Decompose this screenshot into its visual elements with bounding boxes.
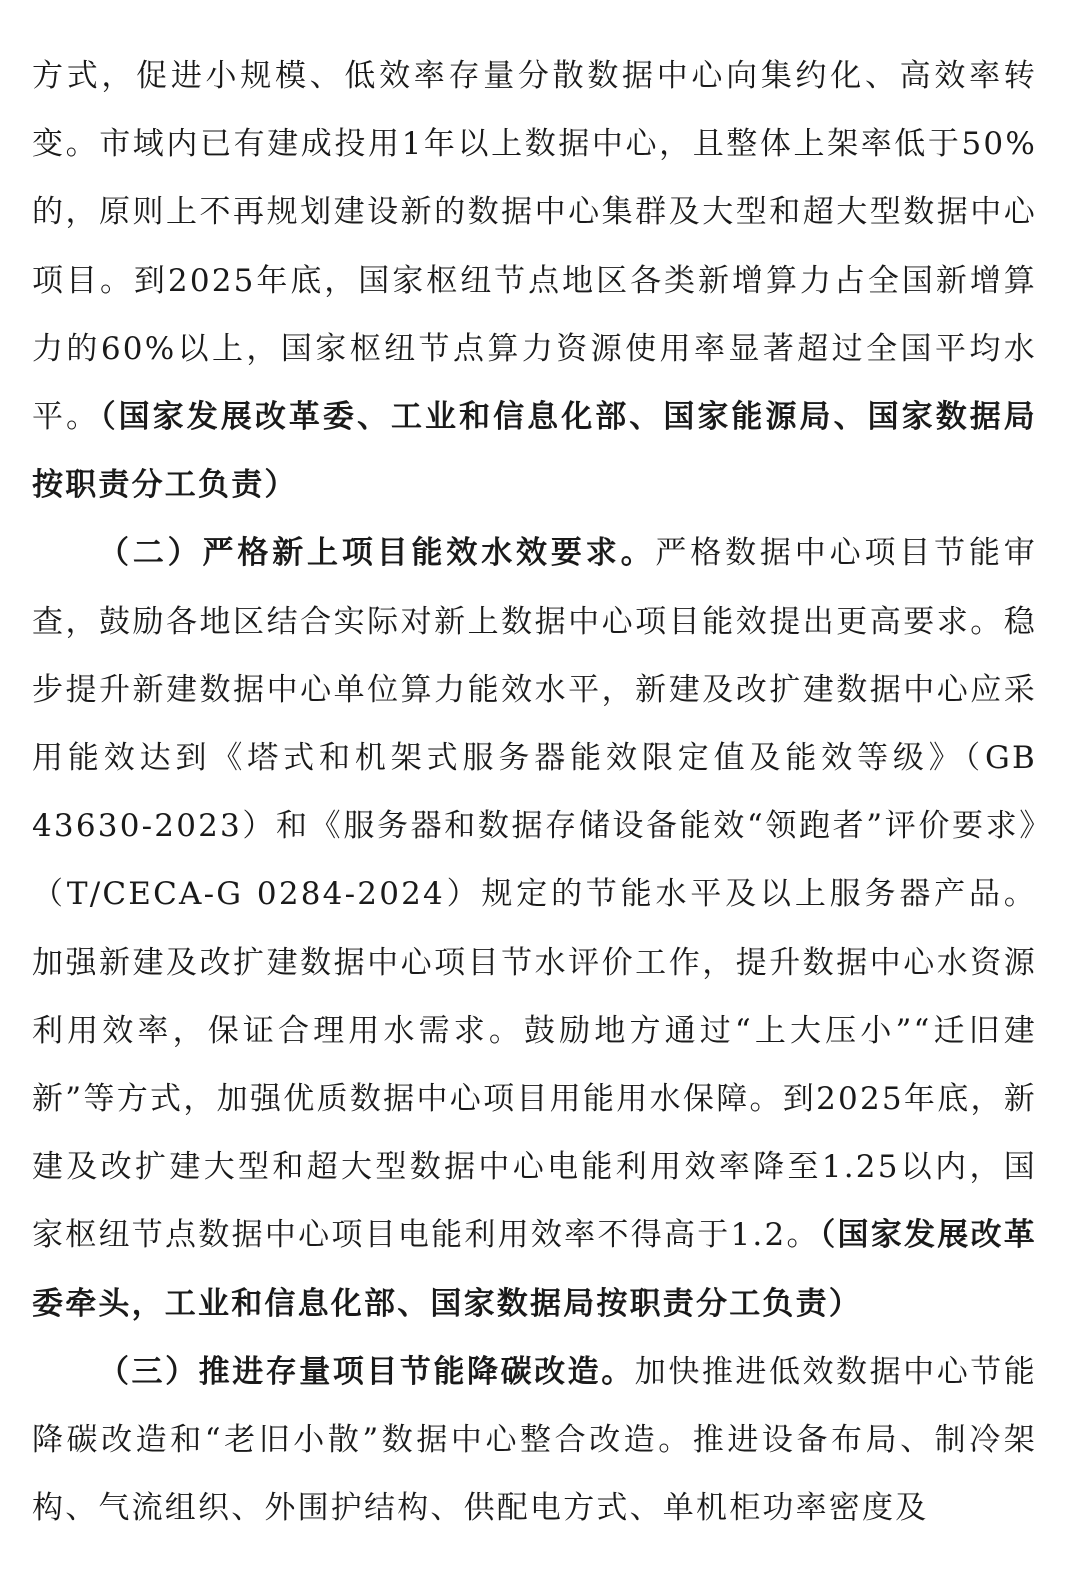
paragraph-section-3 <box>32 1338 1037 1543</box>
paragraph-body: 加快推进低效数据中心节能降碳改造和“老旧小散”数据中心整合改造。推进设备布局、制冷架构、气流组织、外围护结构、供配电方式、单机柜功率密度及 <box>32 1353 1037 1527</box>
section-heading: （三）推进存量项目节能降碳改造。 <box>98 1353 635 1390</box>
responsibility-note: （国家发展改革委、工业和信息化部、国家能源局、国家数据局按职责分工负责） <box>32 399 1037 504</box>
paragraph-continuation <box>32 42 1037 519</box>
section-heading: （二）严格新上项目能效水效要求。 <box>98 535 656 572</box>
paragraph-section-2 <box>32 519 1037 1337</box>
responsibility-note: （国家发展改革委牵头，工业和信息化部、国家数据局按职责分工负责） <box>32 1217 1037 1322</box>
paragraph-body: 方式，促进小规模、低效率存量分散数据中心向集约化、高效率转变。市域内已有建成投用1年以上数据中心，且整体上架率低于50%的，原则上不再规划建设新的数据中心集群及大型和超大型数据中心项目。到2025年底，国家枢纽节点地区各类新增算力占全国新增算力的60%以上，国家枢纽节点算力资源使用率显著超过全国平均水平。 <box>32 58 1037 436</box>
document-page <box>32 42 1037 1542</box>
paragraph-body: 严格数据中心项目节能审查，鼓励各地区结合实际对新上数据中心项目能效提出更高要求。稳步提升新建数据中心单位算力能效水平，新建及改扩建数据中心应采用能效达到《塔式和机架式服务器能效限定值及能效等级》（GB 43630-2023）和《服务器和数据存储设备能效“领跑者”评价要求》（T/CECA-G 0284-2024）规定的节能水平及以上服务器产品。加强新建及改扩建数据中心项目节水评价工作，提升数据中心水资源利用效率，保证合理用水需求。鼓励地方通过“上大压小”“迁旧建新”等方式，加强优质数据中心项目用能用水保障。到2025年底，新建及改扩建大型和超大型数据中心电能利用效率降至1.25以内，国家枢纽节点数据中心项目电能利用效率不得高于1.2。 <box>32 535 1038 1254</box>
